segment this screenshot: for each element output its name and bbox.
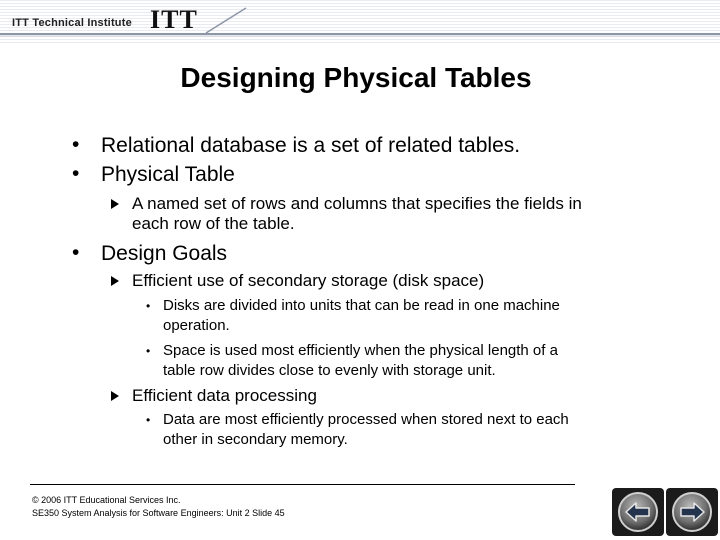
- bullet-relational-database: Relational database is a set of related tables.: [101, 134, 521, 157]
- bullet-physical-table: Physical Table: [101, 163, 235, 186]
- bullet-dot: •: [72, 162, 80, 185]
- arrow-bullet-icon: [111, 276, 119, 286]
- design-goal-processing: Efficient data processing: [132, 386, 317, 405]
- detail-disk-units-line-2: operation.: [163, 317, 230, 334]
- detail-data-processing-line-2: other in secondary memory.: [163, 431, 348, 448]
- bullet-dot: •: [72, 241, 80, 264]
- arrow-bullet-icon: [111, 391, 119, 401]
- detail-space-usage-line-2: table row divides close to evenly with storage unit.: [163, 362, 496, 379]
- arrow-right-icon: [666, 488, 718, 536]
- detail-data-processing-line-1: Data are most efficiently processed when stored next to each: [163, 411, 569, 428]
- physical-table-definition-line-2: each row of the table.: [132, 214, 295, 233]
- detail-disk-units-line-1: Disks are divided into units that can be read in one machine: [163, 297, 560, 314]
- next-slide-button[interactable]: [666, 488, 718, 536]
- footer-course-slide: SE350 System Analysis for Software Engineers: Unit 2 Slide 45: [32, 508, 285, 518]
- footer-copyright: © 2006 ITT Educational Services Inc.: [32, 495, 181, 505]
- arrow-bullet-icon: [111, 199, 119, 209]
- bullet-dot: •: [72, 133, 80, 156]
- itt-logo: ITT: [150, 5, 198, 34]
- small-bullet-dot: •: [146, 413, 151, 427]
- small-bullet-dot: •: [146, 344, 151, 358]
- detail-space-usage-line-1: Space is used most efficiently when the physical length of a: [163, 342, 558, 359]
- institute-name: ITT Technical Institute: [12, 17, 132, 29]
- design-goal-storage: Efficient use of secondary storage (disk space): [132, 271, 485, 290]
- small-bullet-dot: •: [146, 299, 151, 313]
- slide-title: Designing Physical Tables: [180, 62, 532, 93]
- footer-divider: [30, 484, 575, 485]
- previous-slide-button[interactable]: [612, 488, 664, 536]
- physical-table-definition-line-1: A named set of rows and columns that specifies the fields in: [132, 194, 582, 213]
- arrow-left-icon: [612, 488, 664, 536]
- bullet-design-goals: Design Goals: [101, 242, 228, 265]
